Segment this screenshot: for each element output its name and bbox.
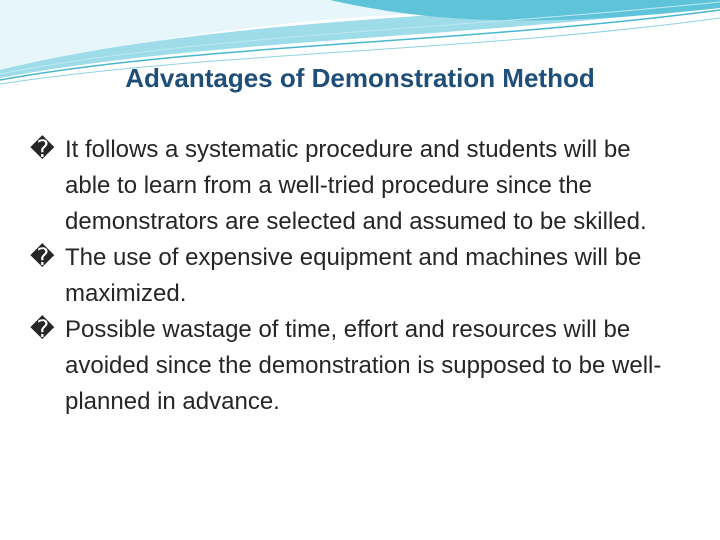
bullet-marker-icon: � <box>30 244 55 271</box>
bullet-item <box>30 240 670 312</box>
bullet-text: Possible wastage of time, effort and resources will be avoided since the demonstration is supposed to be well-planned in advance. <box>65 316 662 415</box>
bullet-marker-icon: � <box>30 316 55 343</box>
bullet-text: The use of expensive equipment and machines will be maximized. <box>65 244 642 307</box>
bullet-list <box>30 132 670 420</box>
slide-title: Advantages of Demonstration Method <box>125 63 595 93</box>
bullet-item <box>30 132 670 240</box>
bullet-item <box>30 312 670 420</box>
bullet-text: It follows a systematic procedure and students will be able to learn from a well-tried procedure since the demonstrators are selected and assumed to be skilled. <box>65 136 647 235</box>
bullet-marker-icon: � <box>30 136 55 163</box>
